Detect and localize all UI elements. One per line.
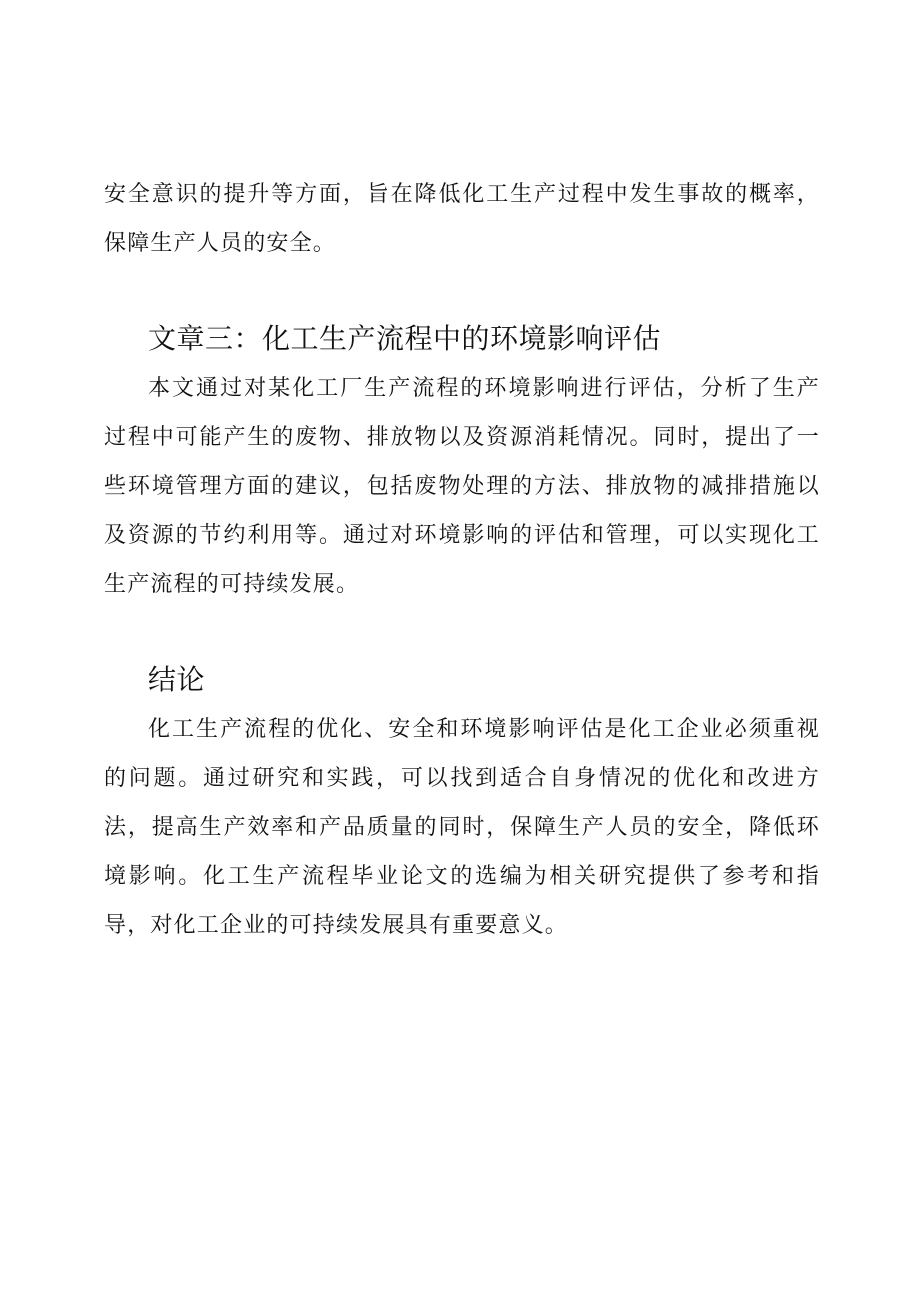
section-heading-conclusion: 结论: [148, 663, 206, 696]
section-body-conclusion: 化工生产流程的优化、安全和环境影响评估是化工企业必须重视的问题。通过研究和实践，可以找到适合自身情况的优化和改进方法，提高生产效率和产品质量的同时，保障生产人员的安全，降低环境影响。化工生产流程毕业论文的选编为相关研究提供了参考和指导，对化工企业的可持续发展具有重要意义。: [104, 717, 820, 938]
section-heading-article-3: 文章三：化工生产流程中的环境影响评估: [148, 322, 662, 355]
section-body-article-3: 本文通过对某化工厂生产流程的环境影响进行评估，分析了生产过程中可能产生的废物、排放物以及资源消耗情况。同时，提出了一些环境管理方面的建议，包括废物处理的方法、排放物的减排措施以及资源的节约利用等。通过对环境影响的评估和管理，可以实现化工生产流程的可持续发展。: [104, 376, 820, 597]
continuation-paragraph: 安全意识的提升等方面，旨在降低化工生产过程中发生事故的概率，保障生产人员的安全。: [104, 182, 820, 256]
